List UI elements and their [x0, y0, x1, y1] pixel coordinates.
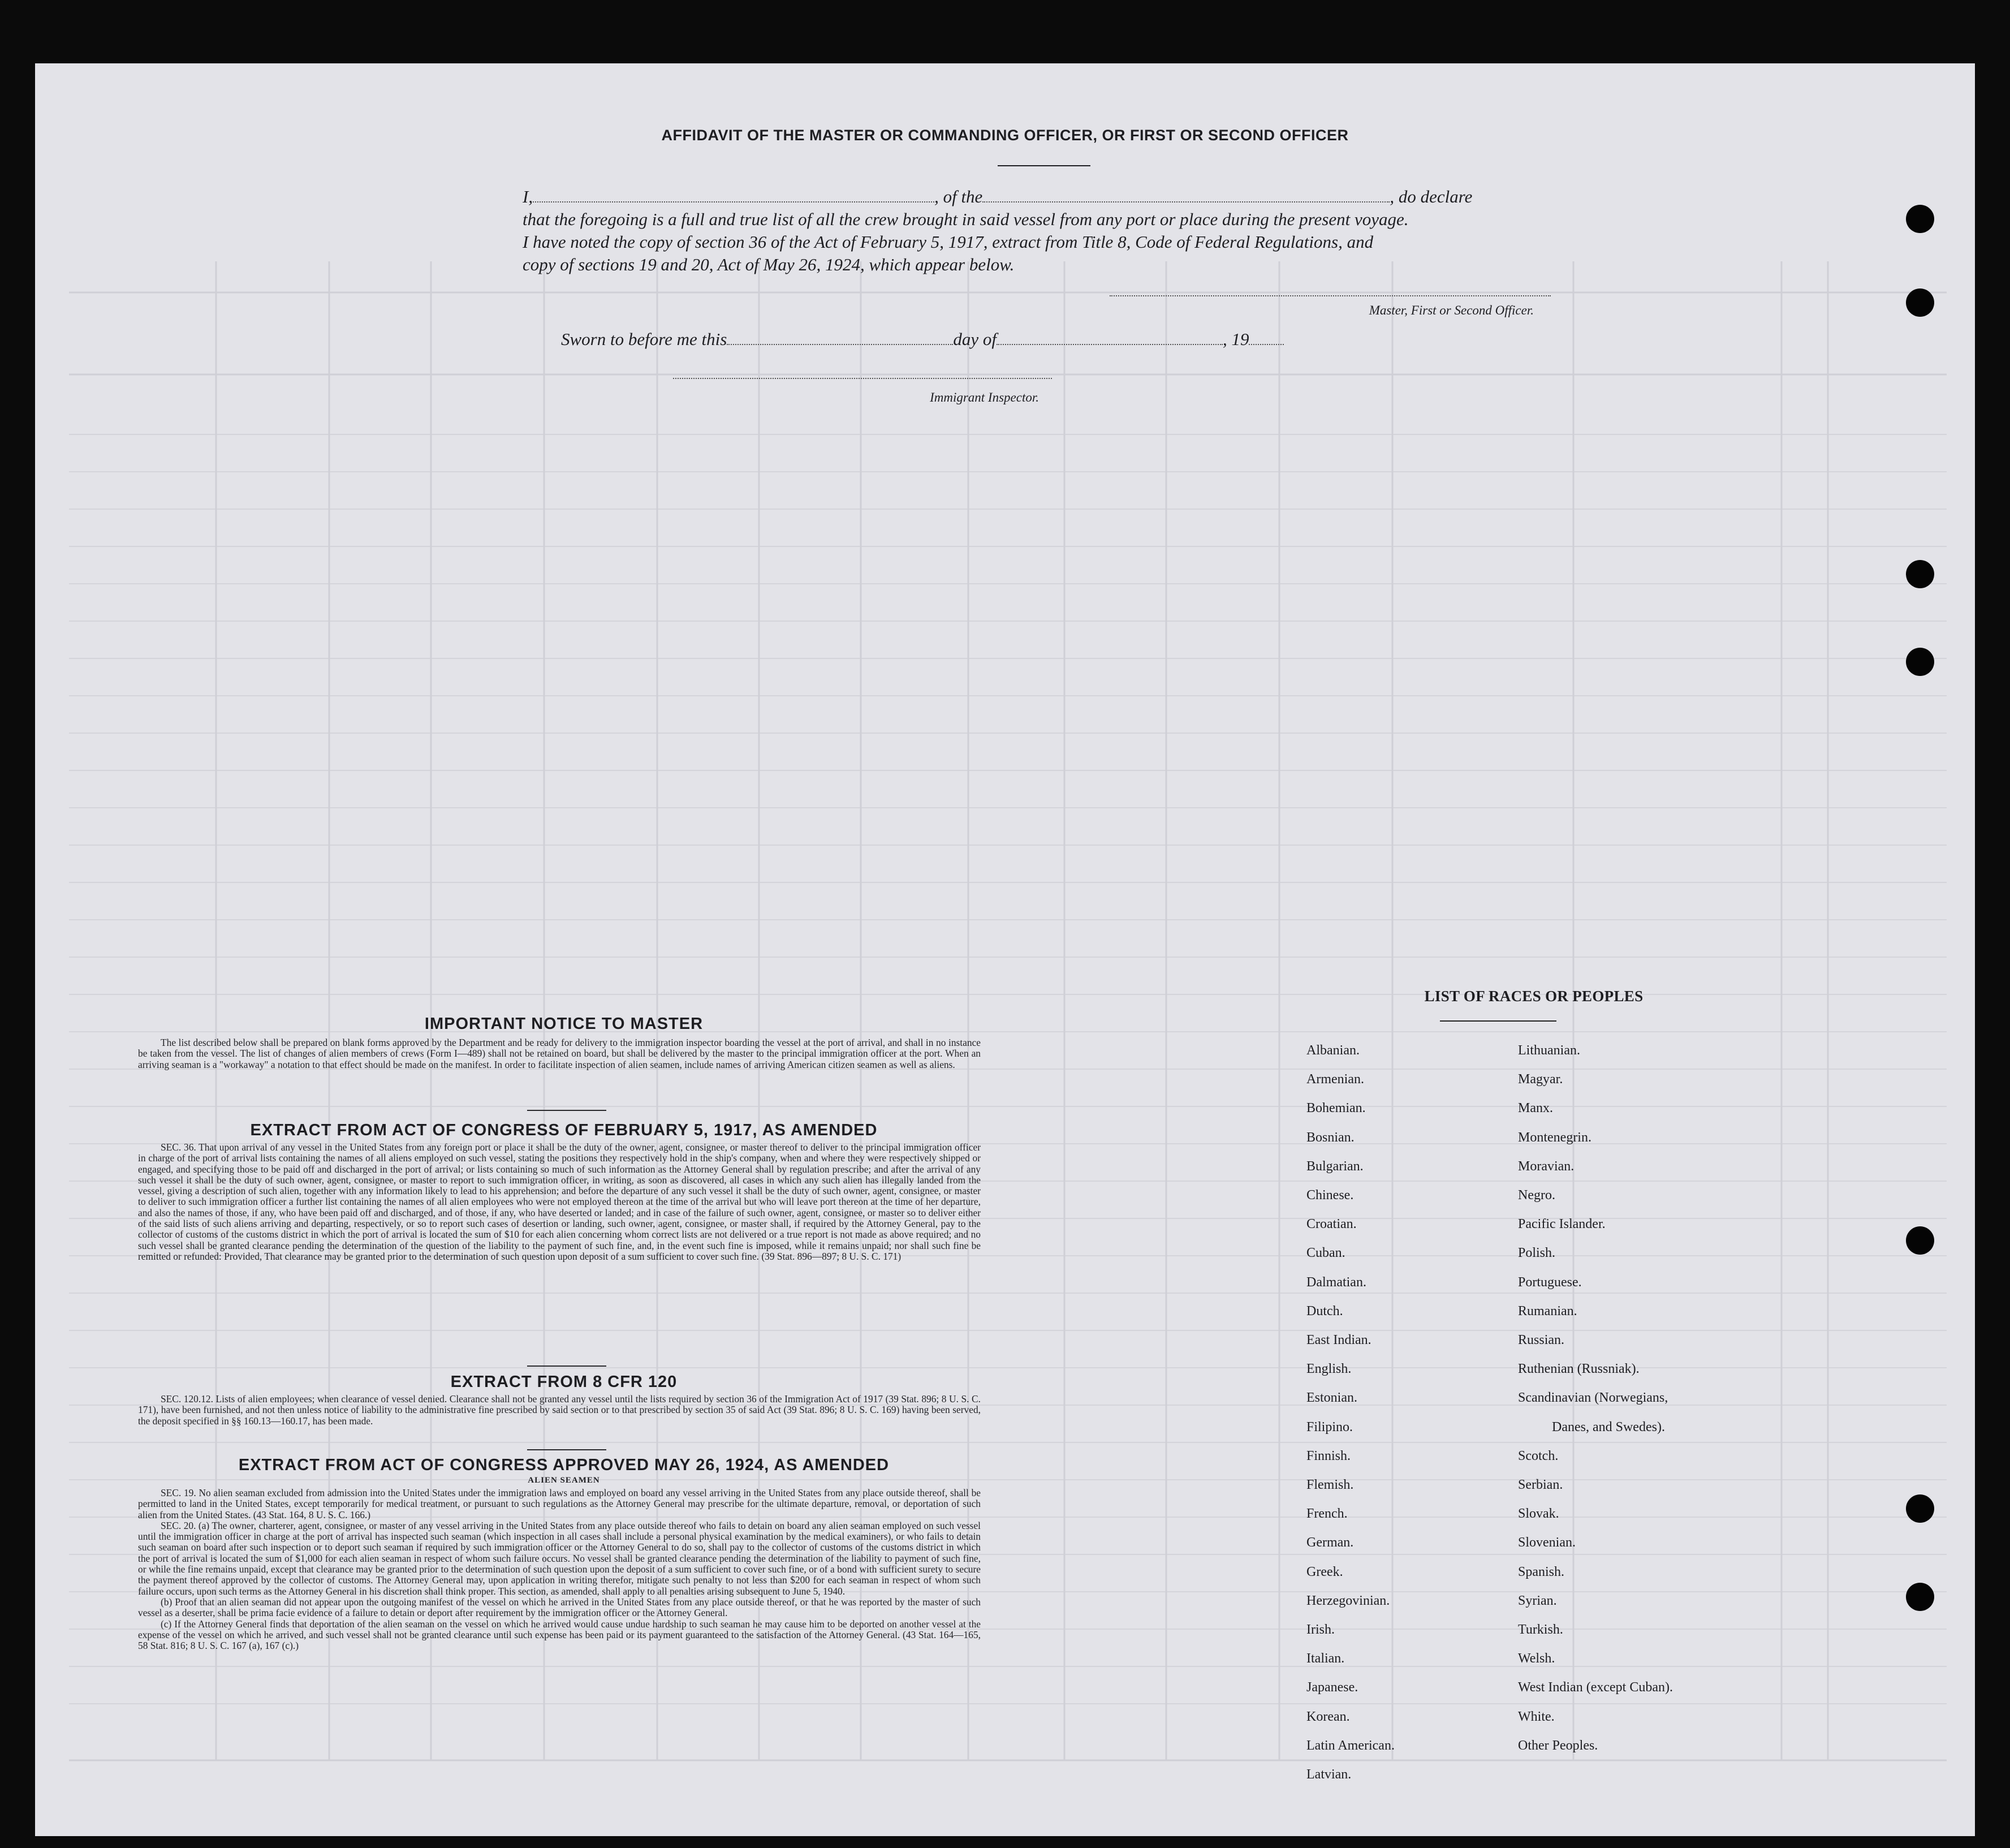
race-item: Lithuanian.: [1518, 1043, 1580, 1058]
race-item: East Indian.: [1306, 1333, 1371, 1348]
affidavit-title-rule: [998, 165, 1090, 166]
race-item: Syrian.: [1518, 1593, 1557, 1608]
race-item: Irish.: [1306, 1622, 1335, 1638]
declare-end-label: , do declare: [1390, 187, 1473, 206]
affidavit-line-3: I have noted the copy of section 36 of the Act of February 5, 1917, extract from Title 8, Code of Federal Regulations, and: [523, 232, 1374, 252]
year-label: , 19: [1222, 329, 1249, 349]
race-item: Finnish.: [1306, 1448, 1351, 1463]
race-item: Spanish.: [1518, 1564, 1565, 1579]
race-item: Bulgarian.: [1306, 1158, 1364, 1174]
race-item: Armenian.: [1306, 1072, 1364, 1087]
notice-separator: [527, 1110, 606, 1111]
notice-paragraph: The list described below shall be prepared on blank forms approved by the Department and be ready for delivery to the immigration inspector boarding the vessel at the port of arrival, and shall in no instance be taken from the vessel. The list of changes of alien members of crews (Form I—489) shall not be retained on board, but shall be delivered by the master to the principal immigration officer at the port. When an arriving seaman is a "workaway" a notation to that effect should be made on the manifest. In order to facilitate inspection of alien seamen, include names of arriving American citizen seamen as well as aliens.: [138, 1037, 981, 1070]
extract-1917-paragraph: SEC. 36. That upon arrival of any vessel in the United States from any foreign port or place it shall be the duty of the owner, agent, consignee, or master thereof to deliver to the principal immigration officer in charge of the port of arrival lists containing the names of all aliens employed on such vessel, stating the positions they respectively hold in the ship's company, when and where they were respectively shipped or engaged, and specifying those to be paid off and discharged in the port of arrival; or lists containing so much of such information as the Attorney General shall by regulation prescribe; and after the arrival of any such vessel it shall be the duty of such owner, agent, consignee, or master to report to such immigration officer, in writing, as soon as discovered, all cases in which any such alien has illegally landed from the vessel, giving a description of such alien, together with any information likely to lead to his apprehension; and before the departure of any such vessel it shall be the duty of such owner, agent, consignee, or master to deliver to such immigration officer a further list containing the names of all alien employees who were not employed thereon at the time of the arrival but who will leave port thereon at the time of her departure, and also the names of those, if any, who have been paid off and discharged, and of those, if any, who have deserted or landed; and in case of the failure of such owner, agent, consignee, or master so to deliver either of the said lists of such aliens arriving and departing, respectively, or so to report such cases of desertion or landing, such owner, agent, consignee, or master shall, if required by the Attorney General, pay to the collector of customs of the customs district in which the port of arrival is located the sum of $10 for each alien concerning whom correct lists are not delivered or a true report is not made as above required; and no such vessel shall be granted clearance pending the determination of the question of the liability to the payment of such fine, and, in the event such fine is imposed, while it remains unpaid; nor shall such fine be remitted or refunded: Provided, That clearance may be granted prior to the determination of such question upon deposit of a sum sufficient to cover such fine. (39 Stat. 896—897; 8 U. S. C. 171): [138, 1141, 981, 1262]
extract-1924-paragraph-1: SEC. 19. No alien seaman excluded from admission into the United States under the immigration laws and employed on board any vessel arriving in the United States from any place outside thereof, shall be permitted to land in the United States, except temporarily for medical treatment, or pursuant to such regulations as the Attorney General may prescribe for the ultimate departure, removal, or deportation of such alien from the United States. (43 Stat. 164, 8 U. S. C. 166.): [138, 1487, 981, 1520]
race-item: Greek.: [1306, 1564, 1343, 1579]
declare-i-label: I,: [523, 187, 533, 206]
master-signature-label: Master, First or Second Officer.: [1369, 303, 1534, 317]
race-item: Filipino.: [1306, 1419, 1353, 1435]
extract-cfr-paragraph: SEC. 120.12. Lists of alien employees; when clearance of vessel denied. Clearance shall not be granted any vessel until the lists required by section 36 of the Immigration Act of 1917 (39 Stat. 896; 8 U. S. C. 171), have been furnished, and not then unless notice of liability to the administrative fine prescribed by said section or to that prescribed by section 35 of said Act (39 Stat. 896; 8 U. S. C. 169) having been served, the deposit specified in §§ 160.13—160.17, has been made.: [138, 1393, 981, 1427]
punch-hole: [1906, 560, 1934, 588]
race-item: Albanian.: [1306, 1043, 1360, 1058]
race-item: White.: [1518, 1709, 1555, 1724]
day-of-label: day of: [953, 329, 997, 349]
extract-1917-body: [138, 1142, 981, 1262]
race-item: Scandinavian (Norwegians,: [1518, 1390, 1668, 1406]
race-item: Manx.: [1518, 1101, 1553, 1116]
race-item: Korean.: [1306, 1709, 1350, 1724]
notice-title: IMPORTANT NOTICE TO MASTER: [424, 1015, 704, 1033]
extract-1924-paragraph-3: (b) Proof that an alien seaman did not appear upon the outgoing manifest of the vessel on which he arrived in the United States from any place outside thereof, or that he was reported by the master of such vessel as a deserter, shall be prima facie evidence of a failure to detain or deport after requirement by the immigration officer or the Attorney General.: [138, 1596, 981, 1619]
race-item: Bosnian.: [1306, 1130, 1355, 1145]
sworn-label: Sworn to before me this: [561, 329, 727, 349]
punch-hole: [1906, 1494, 1934, 1523]
extract-1924-paragraph-2: SEC. 20. (a) The owner, charterer, agent, consignee, or master of any vessel arriving in the United States from any place outside thereof who fails to detain on board any alien seaman employed on such vessel until the immigration officer in charge at the port of arrival has inspected such seaman (which inspection in all cases shall include a personal physical examination by the medical examiners), or who fails to detain such seaman on board after such inspection or to deport such seaman if required by such immigration officer or the Attorney General to do so, shall pay to the collector of customs of the customs district in which the port of arrival is located the sum of $1,000 for each alien seaman in respect of whom such failure occurs. No vessel shall be granted clearance pending the determination of the liability to payment of such fine, or while the fine remains unpaid, except that clearance may be granted prior to the determination of such question upon the deposit of a sum sufficient to cover such fine, or of a bond with sufficient surety to secure the payment thereof approved by the collector of customs. The Attorney General may, upon application in writing therefor, mitigate such penalty to not less than $200 for each seaman in respect of whom such failure occurs, upon such terms as the Attorney General in his discretion shall think proper. This section, as amended, shall apply to all penalties arising subsequent to June 5, 1940.: [138, 1519, 981, 1597]
race-item: Latin American.: [1306, 1738, 1395, 1753]
race-item: German.: [1306, 1535, 1354, 1550]
race-item: Bohemian.: [1306, 1101, 1366, 1116]
extract-cfr-title: EXTRACT FROM 8 CFR 120: [450, 1373, 678, 1391]
races-title-rule: [1440, 1020, 1556, 1022]
race-item: French.: [1306, 1506, 1348, 1522]
sworn-month-blank[interactable]: [997, 331, 1223, 345]
affidavit-title: AFFIDAVIT OF THE MASTER OR COMMANDING OFFICER, OR FIRST OR SECOND OFFICER: [661, 127, 1349, 144]
race-item: Pacific Islander.: [1518, 1217, 1606, 1232]
races-column-2: [1518, 1036, 1673, 1760]
race-item: English.: [1306, 1362, 1352, 1377]
race-item: Italian.: [1306, 1651, 1345, 1666]
extract-1924-body: [138, 1488, 981, 1651]
race-item: Serbian.: [1518, 1477, 1563, 1493]
race-item: Cuban.: [1306, 1246, 1345, 1261]
extract-cfr-separator: [527, 1449, 606, 1450]
extract-1917-title: EXTRACT FROM ACT OF CONGRESS OF FEBRUARY 5, 1917, AS AMENDED: [250, 1121, 878, 1139]
race-item: Russian.: [1518, 1333, 1565, 1348]
document-page: [35, 63, 1975, 1836]
race-item: Latvian.: [1306, 1767, 1352, 1782]
sworn-day-blank[interactable]: [727, 331, 953, 345]
affidavit-declaration-line: [523, 187, 1472, 207]
punch-hole: [1906, 205, 1934, 233]
race-item: Scotch.: [1518, 1448, 1559, 1463]
vessel-name-blank[interactable]: [982, 189, 1390, 203]
punch-hole: [1906, 1583, 1934, 1611]
race-item: Negro.: [1518, 1188, 1555, 1203]
race-item: Montenegrin.: [1518, 1130, 1591, 1145]
race-item: Chinese.: [1306, 1188, 1354, 1203]
races-column-1: [1306, 1036, 1395, 1789]
extract-1924-paragraph-4: (c) If the Attorney General finds that deportation of the alien seaman on the vessel on which he arrived would cause undue hardship to such seaman he may cause him to be deported on another vessel at the expense of the vessel on which he arrived, and such vessel shall not be granted clearance until such expense has been paid or its payment guaranteed to the satisfaction of the Attorney General. (43 Stat. 164—165, 58 Stat. 816; 8 U. S. C. 167 (a), 167 (c).): [138, 1618, 981, 1652]
race-item: Slovak.: [1518, 1506, 1559, 1522]
extract-1924-title: EXTRACT FROM ACT OF CONGRESS APPROVED MAY 26, 1924, AS AMENDED: [238, 1456, 890, 1474]
extract-1924-subtitle: ALIEN SEAMEN: [528, 1476, 600, 1485]
race-item: Other Peoples.: [1518, 1738, 1598, 1753]
declare-of-the-label: , of the: [934, 187, 983, 206]
race-item: Danes, and Swedes).: [1552, 1419, 1665, 1435]
race-item: Welsh.: [1518, 1651, 1555, 1666]
sworn-year-blank[interactable]: [1249, 331, 1284, 345]
race-item: West Indian (except Cuban).: [1518, 1680, 1673, 1695]
race-item: Slovenian.: [1518, 1535, 1576, 1550]
race-item: Estonian.: [1306, 1390, 1357, 1406]
race-item: Dutch.: [1306, 1303, 1343, 1319]
race-item: Rumanian.: [1518, 1303, 1577, 1319]
affidavit-line-2: that the foregoing is a full and true list of all the crew brought in said vessel from any port or place during the present voyage.: [523, 209, 1409, 229]
inspector-signature-blank[interactable]: [673, 378, 1052, 379]
notice-body: [138, 1037, 981, 1070]
punch-hole: [1906, 648, 1934, 676]
extract-1917-separator: [527, 1365, 606, 1367]
race-item: Flemish.: [1306, 1477, 1354, 1493]
race-item: Turkish.: [1518, 1622, 1563, 1638]
inspector-signature-label: Immigrant Inspector.: [930, 390, 1039, 404]
race-item: Dalmatian.: [1306, 1274, 1366, 1290]
race-item: Portuguese.: [1518, 1274, 1582, 1290]
affidavit-line-4: copy of sections 19 and 20, Act of May 26, 1924, which appear below.: [523, 255, 1015, 274]
race-item: Croatian.: [1306, 1217, 1357, 1232]
race-item: Polish.: [1518, 1246, 1556, 1261]
punch-hole: [1906, 288, 1934, 317]
master-signature-blank[interactable]: [1110, 295, 1551, 296]
race-item: Herzegovinian.: [1306, 1593, 1390, 1608]
race-item: Moravian.: [1518, 1158, 1575, 1174]
punch-hole: [1906, 1226, 1934, 1255]
sworn-line: [561, 329, 1284, 350]
race-item: Japanese.: [1306, 1680, 1358, 1695]
races-title: LIST OF RACES OR PEOPLES: [1424, 988, 1644, 1005]
officer-name-blank[interactable]: [533, 189, 934, 203]
race-item: Ruthenian (Russniak).: [1518, 1362, 1640, 1377]
extract-cfr-body: [138, 1394, 981, 1427]
race-item: Magyar.: [1518, 1072, 1563, 1087]
